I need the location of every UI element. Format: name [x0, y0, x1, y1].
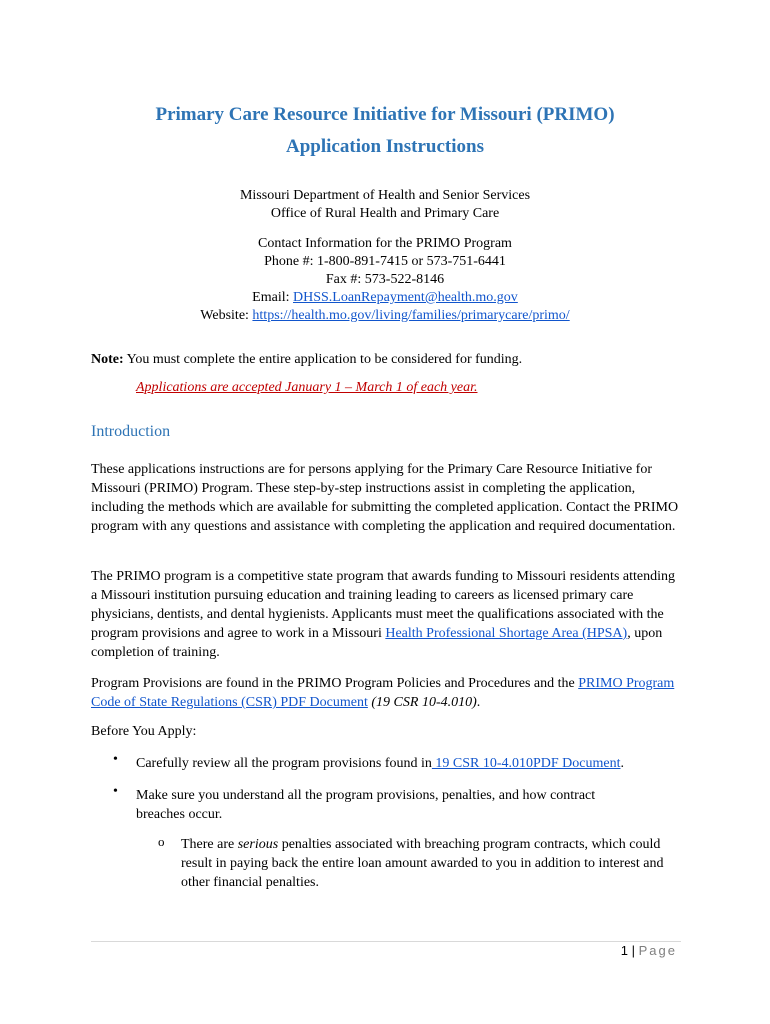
application-dates — [136, 378, 696, 397]
contact-website-line — [0, 307, 770, 325]
intro-paragraph-3 — [91, 674, 681, 712]
contact-fax: Fax #: 573-522-8146 — [325, 272, 445, 287]
bullet-dot-icon: • — [113, 752, 118, 767]
intro-paragraph-1: These applications instructions are for persons applying for the Primary Care Resource Initiative for Missouri (PRIMO) Program. These step-by-step instructions assist in completing the application, including the methods which are available for submitting the completed application. Contact the PRIMO program with any questions and assistance with completing the application and required documentation. — [91, 462, 679, 534]
application-dates-text: Applications are accepted January 1 – March 1 of each year. — [136, 380, 478, 395]
contact-email-line — [0, 289, 770, 307]
csr-citation: (19 CSR 10-4.010) — [367, 695, 477, 710]
contact-heading: Contact Information for the PRIMO Program — [258, 236, 512, 251]
intro-paragraph-2-end: , upon completion of training. — [91, 626, 663, 660]
intro-paragraph-2 — [91, 567, 681, 662]
intro-paragraph-3-text: Program Provisions are found in the PRIMO Program Policies and Procedures and the — [91, 676, 579, 691]
bullet-item-1-text: Carefully review all the program provisions found in — [136, 756, 432, 771]
contact-email-label: Email: — [252, 290, 293, 305]
note-label: Note: — [91, 352, 124, 367]
note-line — [91, 350, 681, 369]
before-you-apply-heading: Before You Apply: — [91, 724, 197, 739]
contact-phone: Phone #: 1-800-891-7415 or 573-751-6441 — [264, 254, 506, 269]
contact-email-link[interactable]: DHSS.LoanRepayment@health.mo.gov — [293, 290, 518, 305]
sub-bullet-circle-icon: o — [158, 834, 165, 849]
page-word: Page — [638, 943, 677, 958]
sub-bullet-text-a: There are — [181, 837, 238, 852]
contact-website-label: Website: — [200, 308, 253, 323]
sub-bullet-emphasis: serious — [237, 837, 279, 852]
bullet-dot-icon: • — [113, 784, 118, 799]
page-number: 1 — [620, 943, 629, 958]
sub-bullet-item-1 — [181, 835, 681, 892]
note-text: You must complete the entire application to be considered for funding. — [123, 352, 523, 367]
page-separator: | — [628, 943, 639, 958]
bullet-item-2: Make sure you understand all the program provisions, penalties, and how contract breaches occur. — [136, 788, 596, 822]
page-subtitle: Application Instructions — [286, 136, 484, 157]
footer-divider — [91, 941, 681, 942]
introduction-heading: Introduction — [91, 423, 171, 440]
hpsa-link[interactable]: Health Professional Shortage Area (HPSA) — [385, 626, 628, 641]
contact-website-link[interactable]: https://health.mo.gov/living/families/primarycare/primo/ — [252, 308, 570, 323]
csr-pdf-link[interactable]: PRIMO Program Code of State Regulations (CSR) PDF Document — [91, 676, 675, 710]
csr-19-pdf-link[interactable]: 19 CSR 10-4.010PDF Document — [431, 756, 621, 771]
page-title: Primary Care Resource Initiative for Missouri (PRIMO) — [155, 104, 615, 125]
agency-office: Office of Rural Health and Primary Care — [270, 206, 500, 221]
bullet-item-1 — [136, 754, 696, 773]
agency-department: Missouri Department of Health and Senior Services — [239, 188, 531, 203]
bullet-item-1-end: . — [620, 756, 624, 771]
intro-paragraph-3-end: . — [476, 695, 481, 710]
intro-paragraph-2-text: The PRIMO program is a competitive state program that awards funding to Missouri residents attending a Missouri institution pursuing education and training leading to careers as licensed primary care physicians, dentists, and dental hygienists. Applicants must meet the qualifications associated with the program provisions and agree to work in a Missouri — [91, 569, 675, 641]
page-footer — [621, 943, 677, 958]
sub-bullet-text-b: penalties associated with breaching program contracts, which could result in paying back the entire loan amount awarded to you in addition to interest and other financial penalties. — [181, 837, 664, 890]
